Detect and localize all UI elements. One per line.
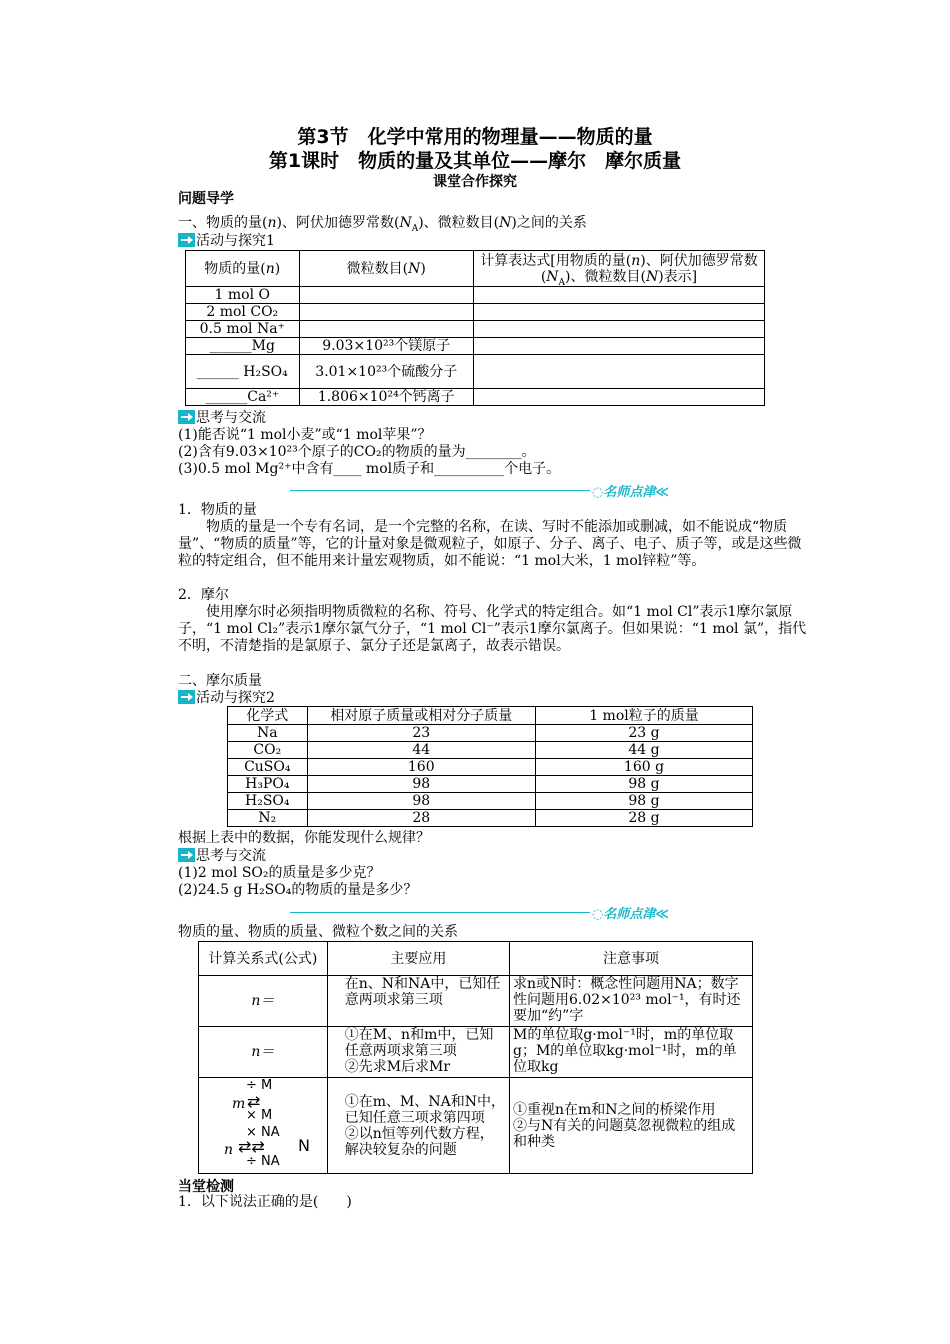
activity2-label: 活动与探究2	[178, 690, 275, 707]
table-cell	[299, 287, 473, 304]
col-header: 1 mol粒子的质量	[535, 707, 752, 725]
check-heading: 当堂检测	[178, 1179, 234, 1195]
arrow-icon	[178, 233, 195, 247]
check-q1: 1．以下说法正确的是( )	[178, 1194, 352, 1210]
table-cell: 0.5 mol Na⁺	[186, 321, 300, 338]
table-activity2	[227, 706, 753, 827]
table-cell: 44	[307, 742, 535, 759]
conversion-diagram	[202, 1078, 320, 1172]
use-cell: 在n、N和NA中，已知任意两项求第三项	[327, 976, 509, 1027]
table-cell: H₃PO₄	[228, 776, 308, 793]
think1-q1: (1)能否说“1 mol小麦”或“1 mol苹果”？	[178, 427, 432, 443]
part2-heading: 二、摩尔质量	[178, 673, 262, 689]
point2-title: 2．摩尔	[178, 587, 229, 603]
N-symbol: N	[298, 1136, 310, 1155]
table-cell	[473, 287, 764, 304]
arrow-icon	[178, 690, 195, 704]
think2-q1: (1)2 mol SO₂的质量是多少克？	[178, 865, 381, 881]
part1-heading: 一、物质的量(n)、阿伏加德罗常数$(N_A)$、微粒数目(N)之间的关系	[178, 215, 587, 234]
use-cell: ①在M、n和m中，已知任意两项求第三项 ②先求M后求Mr	[327, 1027, 509, 1078]
think1-q2: (2)含有9.03×10²³个原子的CO₂的物质的量为________。	[178, 444, 536, 460]
table-cell	[473, 304, 764, 321]
times-m-label: × M	[246, 1108, 273, 1123]
table-cell: 98	[307, 776, 535, 793]
divide-na-label: ÷ NA	[246, 1154, 280, 1169]
table-cell: Na	[228, 725, 308, 742]
table-relations	[198, 941, 753, 1174]
table-cell	[473, 338, 764, 355]
double-arrow-icon: ⇄⇄	[238, 1137, 265, 1156]
table-cell: ______Ca²⁺	[186, 389, 300, 406]
page-title: 第3节 化学中常用的物理量——物质的量	[297, 126, 653, 148]
table-cell: 23	[307, 725, 535, 742]
table-cell: 1 mol O	[186, 287, 300, 304]
table-activity1	[185, 250, 765, 406]
table-cell: 160	[307, 759, 535, 776]
divide-m-label: ÷ M	[246, 1078, 273, 1093]
tip-badge: ◌名师点津≪	[592, 485, 669, 500]
activity1-label: 活动与探究1	[178, 233, 275, 250]
col-header-expr: 计算表达式[用物质的量(n)、阿伏加德罗常数$(N_A)$、微粒数目(N)表示]	[473, 251, 764, 287]
table-cell: 28 g	[535, 810, 752, 827]
lesson-title: 第1课时 物质的量及其单位——摩尔 摩尔质量	[268, 150, 682, 172]
table-cell: 44 g	[535, 742, 752, 759]
point1-title: 1．物质的量	[178, 502, 257, 518]
table-cell: CuSO₄	[228, 759, 308, 776]
table-cell: 2 mol CO₂	[186, 304, 300, 321]
col-header-N: 微粒数目(N)	[299, 251, 473, 287]
conversion-diagram-cell	[199, 1078, 328, 1174]
use-cell: ①在m、M、NA和N中，已知任意三项求第四项 ②以n恒等列代数方程，解决较复杂的问题	[327, 1078, 509, 1174]
double-arrow-icon: ⇄	[247, 1092, 261, 1111]
arrow-icon	[178, 410, 195, 424]
divider-line	[290, 490, 590, 491]
tip-badge: ◌名师点津≪	[592, 907, 669, 922]
n-symbol: n	[224, 1142, 234, 1158]
section-subtitle: 课堂合作探究	[433, 174, 517, 190]
point1-text: 物质的量是一个专有名词，是一个完整的名称，在读、写时不能添加或删减，如不能说成“物质量”、“物质的质量”等，它的计量对象是微观粒子，如原子、分子、离子、电子、质子等，或是这些微粒的特定组合，但不能用来计量宏观物质，如不能说：“1 mol大米，1 mol锌粒”等。	[178, 519, 802, 569]
table-cell: CO₂	[228, 742, 308, 759]
table-cell: H₂SO₄	[228, 793, 308, 810]
table-cell: 98 g	[535, 793, 752, 810]
col-header: 计算关系式(公式)	[199, 942, 328, 976]
point2-text: 使用摩尔时必须指明物质微粒的名称、符号、化学式的特定组合。如“1 mol Cl”表示1摩尔氯原子，“1 mol Cl₂”表示1摩尔氯气分子，“1 mol Cl⁻”表示1摩尔氯离子。但如果说：“1 mol 氯”，指代不明，不清楚指的是氯原子、氯分子还是氯离子，故表示错误。	[178, 604, 807, 654]
table-cell	[473, 389, 764, 406]
table-cell	[299, 321, 473, 338]
formula-cell: n＝	[199, 976, 328, 1027]
table-cell: 98 g	[535, 776, 752, 793]
col-header: 注意事项	[509, 942, 752, 976]
note-cell: ①重视n在m和N之间的桥梁作用 ②与N有关的问题莫忽视微粒的组成和种类	[509, 1078, 752, 1174]
times-na-label: × NA	[246, 1125, 280, 1140]
arrow-icon	[178, 848, 195, 862]
think2-label: 思考与交流	[178, 848, 266, 865]
col-header-n: 物质的量(n)	[186, 251, 300, 287]
think2-q2: (2)24.5 g H₂SO₄的物质的量是多少？	[178, 882, 418, 898]
table-cell	[473, 321, 764, 338]
col-header: 相对原子质量或相对分子质量	[307, 707, 535, 725]
note-cell: M的单位取g·mol⁻¹时，m的单位取g；M的单位取kg·mol⁻¹时，m的单位取kg	[509, 1027, 752, 1078]
table-cell	[473, 355, 764, 389]
table-cell	[299, 304, 473, 321]
table-cell: 23 g	[535, 725, 752, 742]
table-cell: 3.01×10²³个硫酸分子	[299, 355, 473, 389]
think1-q3: (3)0.5 mol Mg²⁺中含有____ mol质子和__________个电子。	[178, 461, 561, 477]
table-cell: 1.806×10²⁴个钙离子	[299, 389, 473, 406]
table-cell: ______Mg	[186, 338, 300, 355]
table-cell: 28	[307, 810, 535, 827]
relation-title: 物质的量、物质的质量、微粒个数之间的关系	[178, 924, 458, 940]
table-cell: 98	[307, 793, 535, 810]
think1-label: 思考与交流	[178, 410, 266, 427]
table-cell: N₂	[228, 810, 308, 827]
divider-line	[290, 912, 590, 913]
table-cell: ______ H₂SO₄	[186, 355, 300, 389]
m-symbol: m	[232, 1096, 246, 1112]
guide-heading: 问题导学	[178, 191, 234, 207]
formula-cell: n＝	[199, 1027, 328, 1078]
col-header: 化学式	[228, 707, 308, 725]
note-cell: 求n或N时：概念性问题用NA；数字性问题用6.02×10²³ mol⁻¹，有时还要加“约”字	[509, 976, 752, 1027]
table-cell: 9.03×10²³个镁原子	[299, 338, 473, 355]
table-cell: 160 g	[535, 759, 752, 776]
col-header: 主要应用	[327, 942, 509, 976]
pattern-question: 根据上表中的数据，你能发现什么规律？	[178, 830, 430, 846]
